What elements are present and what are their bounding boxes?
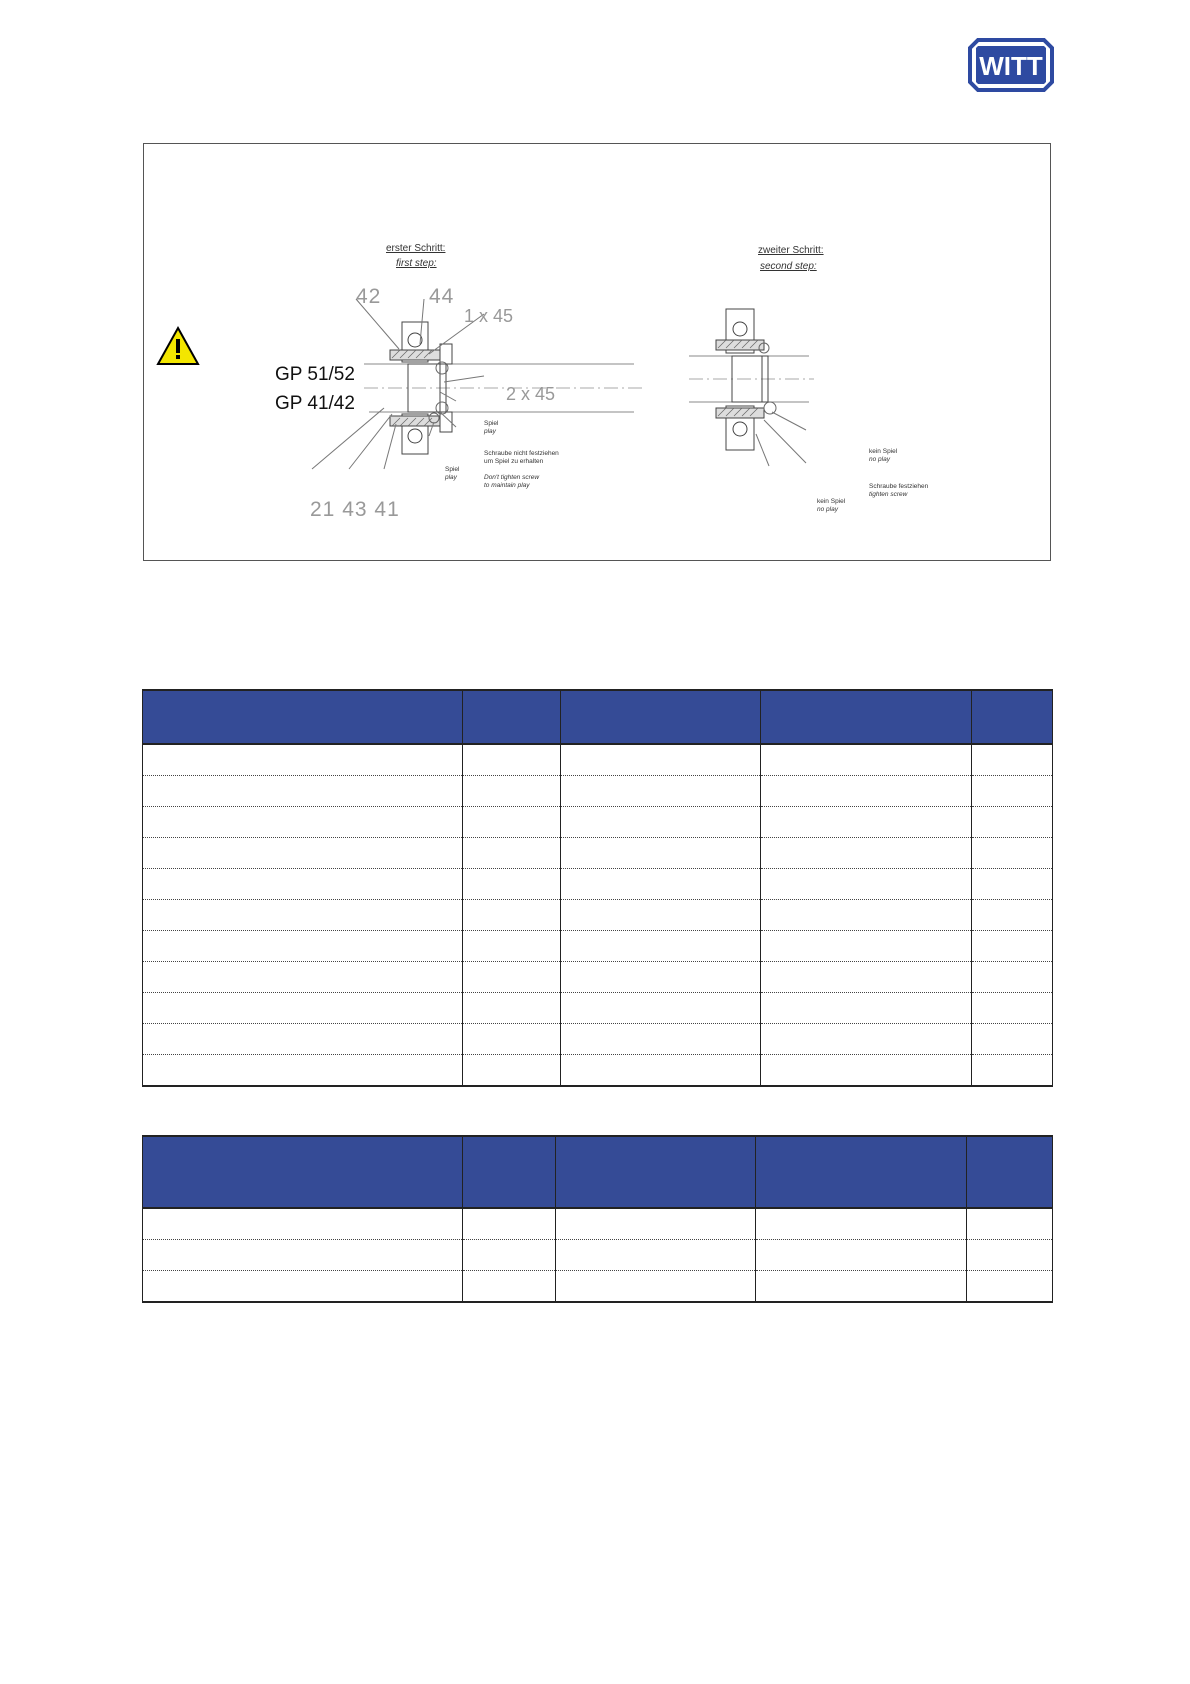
header-cell	[143, 690, 463, 744]
warning-triangle-icon	[158, 328, 198, 364]
table-header	[143, 1136, 1053, 1208]
header-cell	[756, 1136, 967, 1208]
note-spiel-2: Spiel play	[445, 466, 460, 481]
note-tighten: Schraube festziehen tighten screw	[869, 483, 929, 498]
header-cell	[463, 1136, 556, 1208]
table-row	[143, 807, 1053, 838]
header-cell	[463, 690, 561, 744]
note-no-play-2: kein Spiel no play	[817, 498, 846, 513]
header-cell	[143, 1136, 463, 1208]
callout-42: 42	[356, 285, 382, 308]
table-row	[143, 1271, 1053, 1303]
header-cell	[561, 690, 761, 744]
assembly-drawing	[144, 144, 1052, 562]
second-step-subtitle: second step:	[760, 261, 817, 272]
callout-21-43-41: 21 43 41	[310, 498, 400, 521]
first-step-subtitle: first step:	[396, 258, 437, 269]
table-row	[143, 1055, 1053, 1087]
first-step-title: erster Schritt:	[386, 243, 446, 254]
callout-44: 44	[429, 285, 455, 308]
table-header	[143, 690, 1053, 744]
table-row	[143, 900, 1053, 931]
table-row	[143, 931, 1053, 962]
table-row	[143, 1208, 1053, 1240]
note-screw-de: Schraube nicht festziehen um Spiel zu erhalten	[484, 450, 559, 465]
witt-logo	[968, 36, 1054, 94]
spec-table-2	[142, 1135, 1053, 1303]
table-row	[143, 744, 1053, 776]
table-row	[143, 838, 1053, 869]
second-step-title: zweiter Schritt:	[758, 245, 824, 256]
table-row	[143, 962, 1053, 993]
table-row	[143, 869, 1053, 900]
header-cell	[972, 690, 1053, 744]
table-row	[143, 1240, 1053, 1271]
note-no-play: kein Spiel no play	[869, 448, 898, 463]
table-row	[143, 776, 1053, 807]
spec-table-1	[142, 689, 1053, 1087]
table-row	[143, 1024, 1053, 1055]
model-gp-41-42: GP 41/42	[275, 393, 355, 414]
chamfer-2x45: 2 x 45	[506, 384, 556, 404]
assembly-figure	[143, 143, 1051, 561]
header-cell	[556, 1136, 756, 1208]
note-screw-en: Don't tighten screw to maintain play	[484, 474, 540, 489]
logo-text: WITT	[979, 51, 1043, 81]
header-cell	[761, 690, 972, 744]
model-gp-51-52: GP 51/52	[275, 364, 355, 385]
table-row	[143, 993, 1053, 1024]
header-cell	[967, 1136, 1053, 1208]
note-spiel: Spiel play	[484, 420, 499, 435]
second-step-drawing	[689, 309, 814, 466]
chamfer-1x45: 1 x 45	[464, 306, 514, 326]
